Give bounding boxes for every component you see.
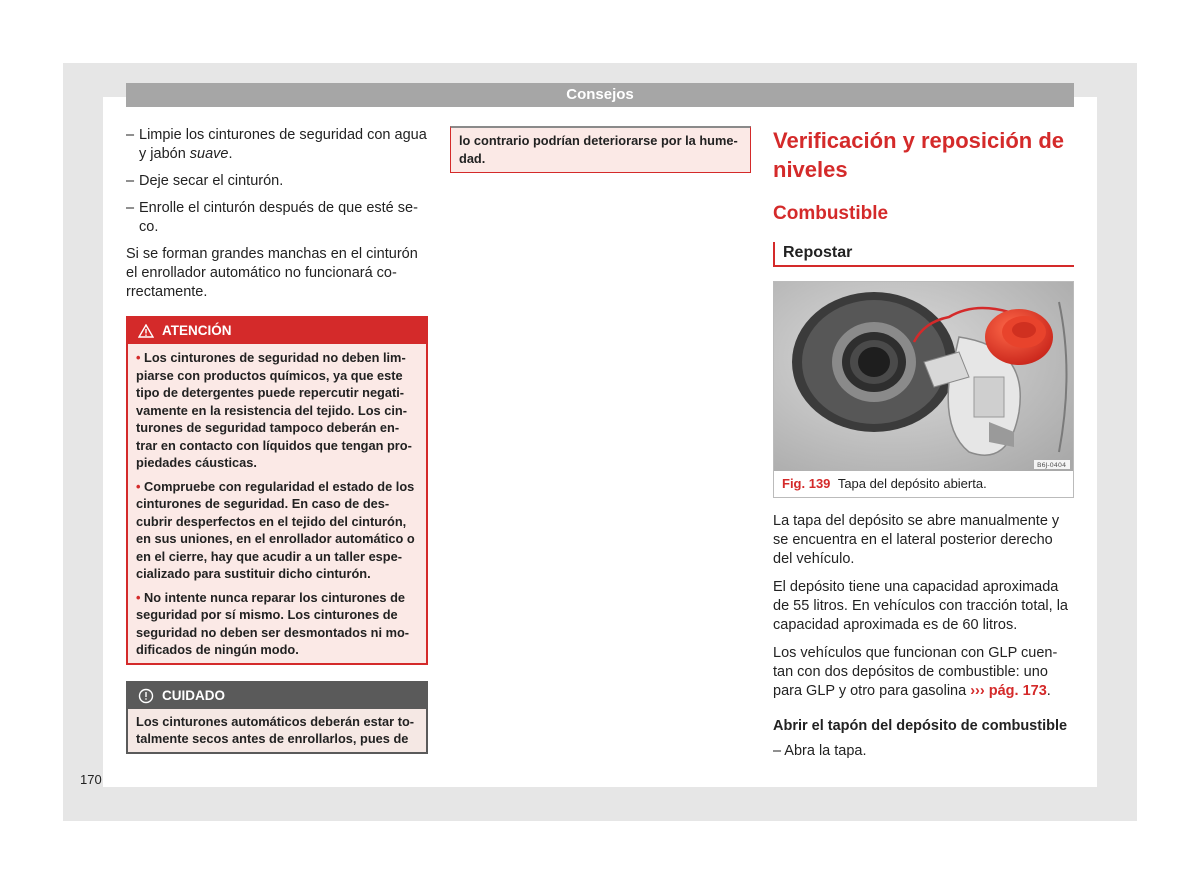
warning-box — [126, 316, 428, 665]
caution-continuation: lo contrario podrían deteriorarse por la hume-dad. — [450, 126, 751, 173]
bullet-marker: • — [136, 478, 141, 494]
chapter-title: Verificación y reposición de niveles — [773, 128, 1064, 182]
body-paragraph: Si se forman grandes manchas en el cinturón el enrollador automático no funcionará co-rrectamente. — [126, 246, 418, 300]
list-text-part: Limpie los cinturones de seguridad con agua y jabón — [139, 127, 427, 162]
warning-bullet — [136, 349, 418, 472]
page-number: 170 — [80, 772, 102, 787]
list-item-text: Enrolle el cinturón después de que esté se-co. — [139, 200, 418, 235]
list-item — [126, 126, 428, 164]
warning-bullet — [136, 478, 418, 583]
list-text-emphasis: suave — [189, 146, 229, 162]
caution-body: Los cinturones automáticos deberán estar to-talmente secos antes de enrollarlos, pues de — [136, 713, 415, 746]
body-paragraph: El depósito tiene una capacidad aproximada de 55 litros. En vehículos con tracción total, la capacidad aproximada es de 60 litros. — [773, 579, 1068, 633]
caution-header — [128, 683, 426, 709]
procedure-heading: Abrir el tapón del depósito de combustible — [773, 718, 1068, 734]
column-middle — [450, 126, 751, 173]
warning-text: Compruebe con regularidad el estado de los cinturones de seguridad. En caso de des-cubrir desperfectos en el tejido del cinturón, en sus uniones, en el enrollador automático o en el cierre, hay que acudir a un taller espe-cializado para sustituir dicho cinturón. — [136, 478, 415, 581]
fuel-cap-illustration — [774, 282, 1073, 471]
bullet-marker: • — [136, 350, 141, 365]
bullet-marker: • — [136, 589, 141, 605]
warning-body — [128, 344, 426, 663]
warning-title: ATENCIÓN — [162, 323, 232, 338]
list-item-text — [139, 126, 428, 164]
figure-number: Fig. 139 — [782, 476, 831, 491]
column-right — [773, 126, 1074, 761]
glp-text: Los vehículos que funcionan con GLP cuen-tan con dos depósitos de combustible: uno para GLP y otro para gasolina — [773, 645, 1058, 699]
subsection-title: Repostar — [773, 242, 1074, 267]
caution-title: CUIDADO — [162, 687, 225, 703]
procedure-step: – Abra la tapa. — [773, 743, 867, 759]
caution-box — [126, 681, 428, 754]
list-item — [126, 199, 428, 237]
list-item-text: Deje secar el cinturón. — [139, 173, 284, 189]
dash-marker: – — [126, 200, 135, 216]
warning-header — [128, 318, 426, 344]
column-left — [126, 126, 428, 754]
info-circle-icon — [138, 688, 154, 704]
figure — [773, 281, 1074, 498]
figure-caption — [774, 471, 1073, 497]
body-paragraph: La tapa del depósito se abre manualmente y se encuentra en el lateral posterior derecho del vehículo. — [773, 513, 1060, 567]
figure-caption-text: Tapa del depósito abierta. — [837, 476, 987, 491]
list-text-end: . — [228, 146, 233, 162]
list-item — [126, 172, 428, 191]
fuel-door-image — [774, 282, 1073, 471]
dash-marker: – — [126, 173, 135, 189]
section-header: Consejos — [126, 83, 1074, 107]
section-title: Combustible — [773, 203, 889, 224]
warning-bullet — [136, 589, 418, 659]
warning-text: Los cinturones de seguridad no deben lim-piarse con productos químicos, ya que este tipo de detergentes puede repercutir negati-vamente en la resistencia del tejido. Los cin-turones de seguridad tampoco deberán en-trar en contacto con líquidos que tengan pro-piedades cáusticas. — [136, 350, 412, 470]
body-paragraph — [773, 644, 1074, 701]
dash-marker: – — [126, 127, 135, 143]
warning-triangle-icon — [138, 324, 154, 338]
warning-text: No intente nunca reparar los cinturones de seguridad por sí mismo. Los cinturones de seguridad no deben ser desmontados ni mo-dificados de ningún modo. — [136, 589, 410, 657]
glp-text-end: . — [1046, 683, 1051, 699]
page-reference-link[interactable]: ››› pág. 173 — [970, 683, 1047, 699]
figure-code: B6J-0404 — [1037, 461, 1067, 469]
